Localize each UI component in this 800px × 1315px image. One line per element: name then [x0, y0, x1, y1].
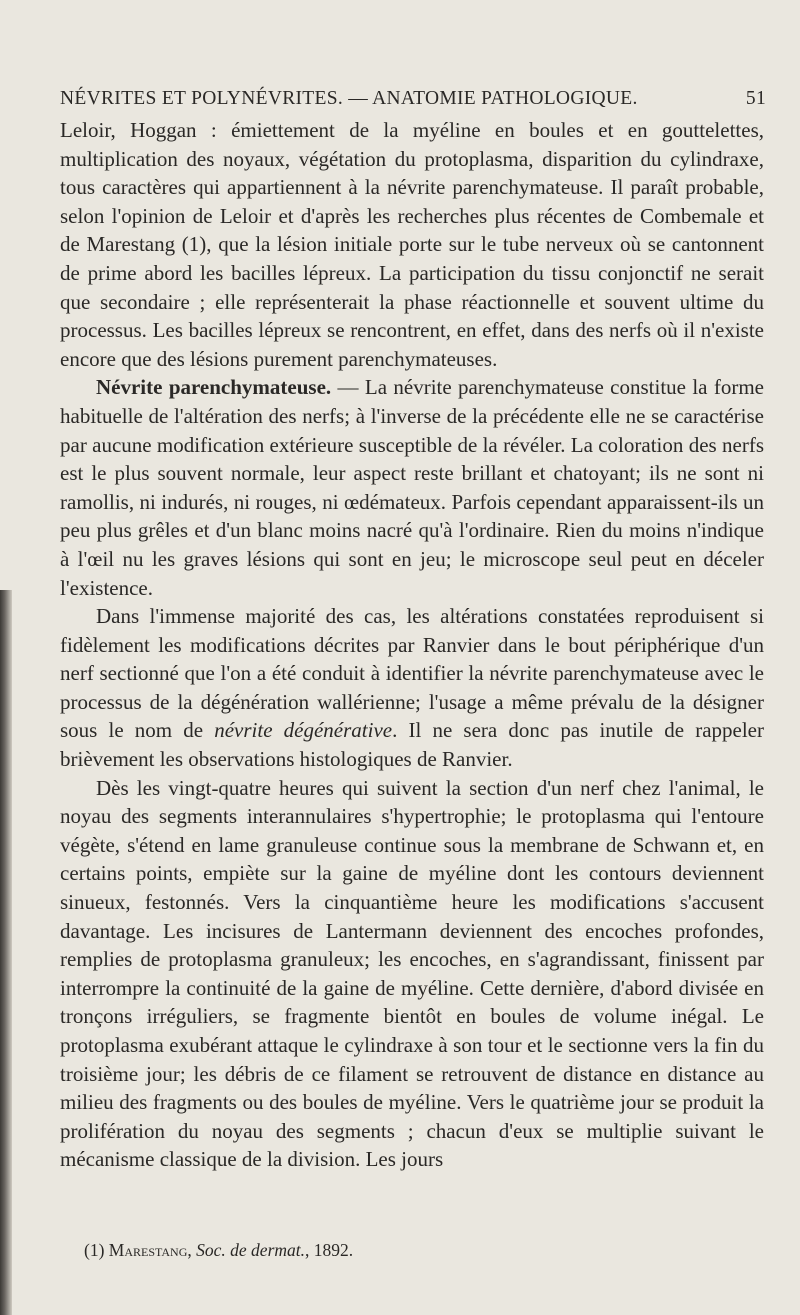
book-spine-shadow	[0, 590, 12, 1315]
body-text	[60, 116, 764, 1174]
section-title: Névrite parenchymateuse.	[96, 375, 332, 400]
footnote-author: Marestang	[108, 1240, 188, 1260]
paragraph-3-part-a: Dans l'immense majorité des cas, les altérations constatées reproduisent si fidèlement les modifications décrites par Ranvier dans le bout périphérique d'un nerf sectionné que l'on a été conduit à identifier la névrite parenchymateuse avec le processus de la dégénération wallérienne; l'usage a même prévalu de la désigner sous le nom de	[60, 604, 764, 743]
running-title: NÉVRITES ET POLYNÉVRITES. — ANATOMIE PATHOLOGIQUE.	[60, 88, 638, 109]
paragraph-1: Leloir, Hoggan : émiettement de la myéline en boules et en gouttelettes, multiplication des noyaux, végétation du protoplasma, disparition du cylindraxe, tous caractères qui appartiennent à la névrite parenchymateuse. Il paraît probable, selon l'opinion de Leloir et d'après les recherches plus récentes de Combemale et de Marestang (1), que la lésion initiale porte sur le tube nerveux où se cantonnent de prime abord les bacilles lépreux. La participation du tissu conjonctif ne serait que secondaire ; elle représenterait la phase réactionnelle et souvent ultime du processus. Les bacilles lépreux se rencontrent, en effet, dans des nerfs où il n'existe encore que des lésions purement parenchymateuses.	[60, 118, 764, 371]
footnote-sep: ,	[187, 1240, 197, 1260]
footnote	[84, 1240, 353, 1261]
paragraph-4: Dès les vingt-quatre heures qui suivent la section d'un nerf chez l'animal, le noyau des segments interannulaires s'hypertrophie; le protoplasma qui l'entoure végète, s'étend en lame granuleuse continue sous la membrane de Schwann et, en certains points, empiète sur la gaine de myéline dont les contours deviennent sinueux, festonnés. Vers la cinquantième heure les modifications s'accusent davantage. Les incisures de Lantermann deviennent des encoches profondes, remplies de protoplasma granuleux; les encoches, en s'agrandissant, finissent par interrompre la continuité de la gaine de myéline. Cette dernière, d'abord divisée en tronçons irréguliers, se fragmente bientôt en boules de volume inégal. Le protoplasma exubérant attaque le cylindraxe à son tour et le sectionne vers la fin du troisième jour; les débris de ce filament se retrouvent de distance en distance au milieu des fragments ou des boules de myéline. Vers le quatrième jour se produit la prolifération du noyau des segments ; chacun d'eux se multiplie suivant le mécanisme classique de la division. Les jours	[60, 775, 764, 1172]
paragraph-3	[60, 602, 764, 774]
page-number: 51	[745, 88, 766, 109]
footnote-year: , 1892.	[305, 1240, 354, 1260]
page-header	[60, 88, 766, 110]
paragraph-2	[60, 373, 764, 602]
paragraph-2-text: — La névrite parenchymateuse constitue la forme habituelle de l'altération des nerfs; à l'inverse de la précédente elle ne se caractérise par aucune modification extérieure susceptible de la révéler. La coloration des nerfs est le plus souvent normale, leur aspect reste brillant et chatoyant; ils ne sont ni ramollis, ni indurés, ni rouges, ni œdémateux. Parfois cependant apparaissent-ils un peu plus grêles et d'un blanc moins nacré qu'à l'ordinaire. Rien du moins n'indique à l'œil nu les graves lésions qui sont en jeu; le microscope seul peut en déceler l'existence.	[60, 375, 764, 600]
paragraph-3-part-b: . Il ne sera donc pas inutile de rappeler brièvement les observations histologiques de Ranvier.	[60, 718, 764, 772]
paragraph-3-italic-term: névrite dégénérative	[214, 718, 393, 743]
footnote-journal: Soc. de dermat.	[196, 1240, 306, 1260]
footnote-marker: (1)	[84, 1240, 105, 1260]
